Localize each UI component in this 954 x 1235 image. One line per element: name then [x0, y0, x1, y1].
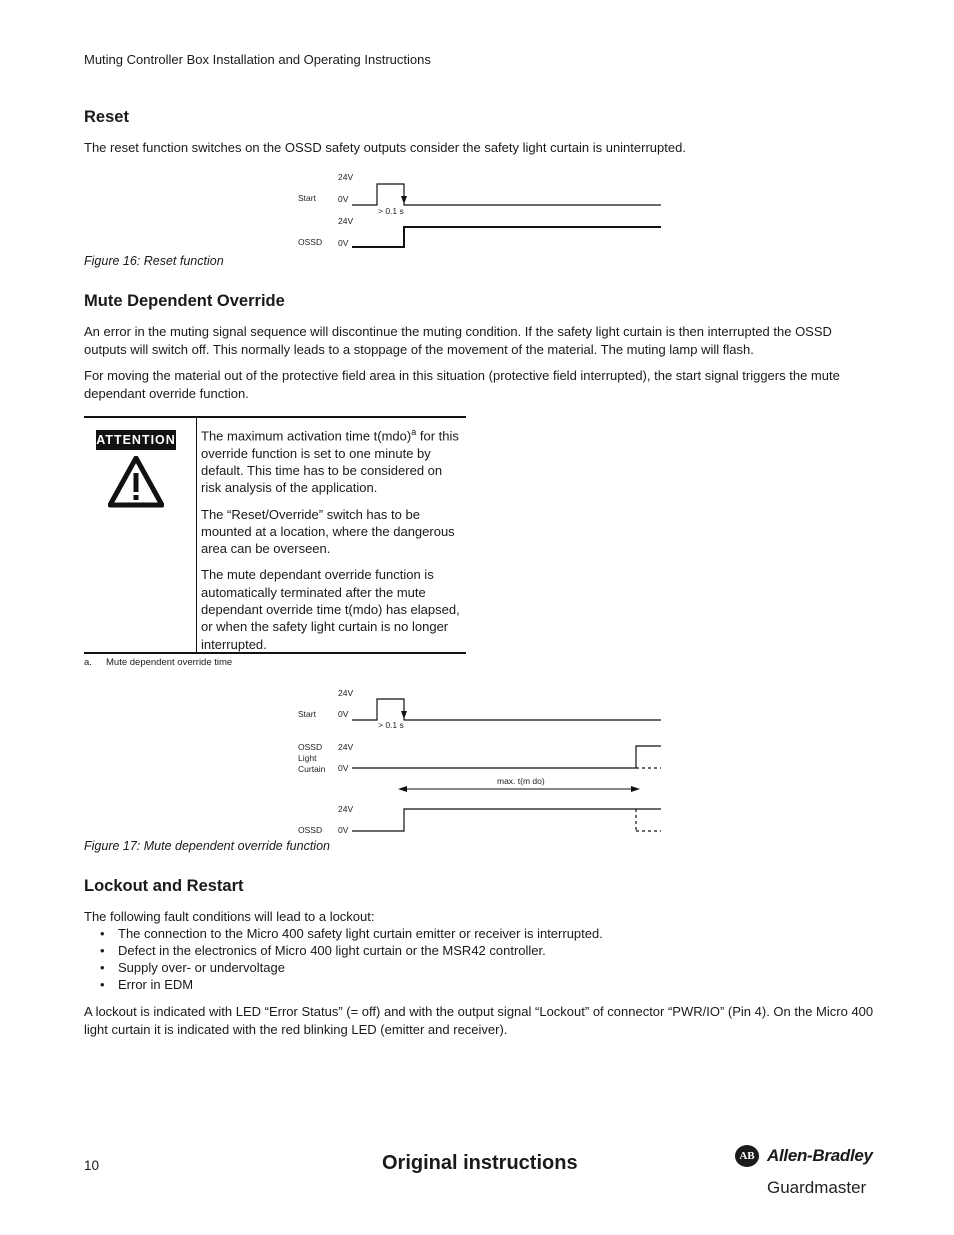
bullet-icon: • [100, 926, 105, 941]
lockout-paragraph: A lockout is indicated with LED “Error Status” (= off) and with the output signal “Lockout” of connector “PWR/IO” (Pin 4). On the Micro 400 light curtain it is indicated with the red blinking LED (emitter and receiver). [84, 1004, 874, 1037]
mdo-start-signal [352, 699, 661, 720]
attention-note-3: The mute dependant override function is automatically terminated after the mute dependant override time t(mdo) has elapsed, or when the safety light curtain is no longer interrupted. [201, 567, 460, 652]
lockout-heading: Lockout and Restart [84, 877, 244, 895]
mdo-start-24v-label: 24V [338, 688, 354, 698]
mdo-ossd-signal [352, 809, 661, 831]
mdo-start-0v-label: 0V [338, 709, 349, 719]
reset-start-label: Start [298, 193, 316, 203]
attention-badge: ATTENTION [96, 430, 176, 450]
mdo-pulse-label: > 0.1 s [378, 720, 404, 730]
mdo-ossd-lc-signal [352, 746, 661, 768]
mdo-ossd-lc-label-3: Curtain [298, 764, 326, 774]
mdo-figure-caption: Figure 17: Mute dependent override function [84, 839, 330, 853]
mdo-max-time-arrowhead-right [631, 786, 640, 792]
page-number: 10 [84, 1158, 100, 1173]
reset-start-0v-label: 0V [338, 194, 349, 204]
mdo-ossd-lc-0v-label: 0V [338, 763, 349, 773]
reset-paragraph: The reset function switches on the OSSD safety outputs consider the safety light curtain is uninterrupted. [84, 140, 686, 155]
mdo-start-label: Start [298, 709, 316, 719]
mdo-ossd-0v-label: 0V [338, 825, 349, 835]
reset-ossd-24v-label: 24V [338, 216, 354, 226]
mdo-ossd-24v-label: 24V [338, 804, 354, 814]
bullet-icon: • [100, 977, 105, 992]
list-item: • Defect in the electronics of Micro 400 light curtain or the MSR42 controller. [100, 943, 546, 958]
mute-override-paragraph-1: An error in the muting signal sequence will discontinue the muting condition. If the safety light curtain is then interrupted the OSSD outputs will switch off. This normally leads to a stoppage of the movement of the material. The muting lamp will flash. [84, 324, 832, 357]
reset-figure-caption: Figure 16: Reset function [84, 254, 224, 268]
reset-ossd-label: OSSD [298, 237, 323, 247]
mdo-ossd-lc-label-1: OSSD [298, 742, 323, 752]
lockout-intro: The following fault conditions will lead to a lockout: [84, 909, 375, 924]
bullet-icon: • [100, 943, 105, 958]
reset-heading: Reset [84, 108, 129, 126]
reset-ossd-0v-label: 0V [338, 238, 349, 248]
attention-note-2: The “Reset/Override” switch has to be mounted at a location, where the dangerous area can be overseen. [201, 506, 455, 557]
mdo-max-time-arrowhead-left [398, 786, 407, 792]
reset-pulse-label: > 0.1 s [378, 206, 404, 216]
mdo-ossd-lc-label-2: Light [298, 753, 317, 763]
list-item: • The connection to the Micro 400 safety light curtain emitter or receiver is interrupted. [100, 926, 603, 941]
lockout-fault-list [84, 925, 603, 993]
list-item: • Error in EDM [100, 977, 194, 992]
allen-bradley-logo-icon: AB [735, 1145, 759, 1167]
footer-title: Original instructions [382, 1152, 578, 1174]
mdo-ossd-label: OSSD [298, 825, 323, 835]
running-header: Muting Controller Box Installation and Operating Instructions [84, 52, 431, 67]
mdo-pulse-arrow [401, 711, 407, 719]
list-item: • Supply over- or undervoltage [100, 960, 285, 975]
allen-bradley-wordmark: Allen-Bradley [767, 1146, 873, 1165]
attention-note-1: The maximum activation time t(mdo)$^a$ for this override function is set to one minute by default. This time has to be considered on risk analysis of the application. [201, 427, 459, 496]
footnote-reference: a [411, 427, 417, 437]
reset-start-24v-label: 24V [338, 172, 354, 182]
mdo-max-time-label: max. t(m do) [497, 776, 545, 786]
mute-override-heading: Mute Dependent Override [84, 292, 285, 310]
footnote-text: Mute dependent override time [106, 657, 233, 668]
mute-override-paragraph-2: For moving the material out of the protective field area in this situation (protective field interrupted), the start signal triggers the mute dependant override function. [84, 368, 840, 401]
mdo-ossd-lc-24v-label: 24V [338, 742, 354, 752]
footnote-mark: a. [84, 657, 92, 668]
bullet-icon: • [100, 960, 105, 975]
guardmaster-logo: Guardmaster [767, 1178, 867, 1197]
